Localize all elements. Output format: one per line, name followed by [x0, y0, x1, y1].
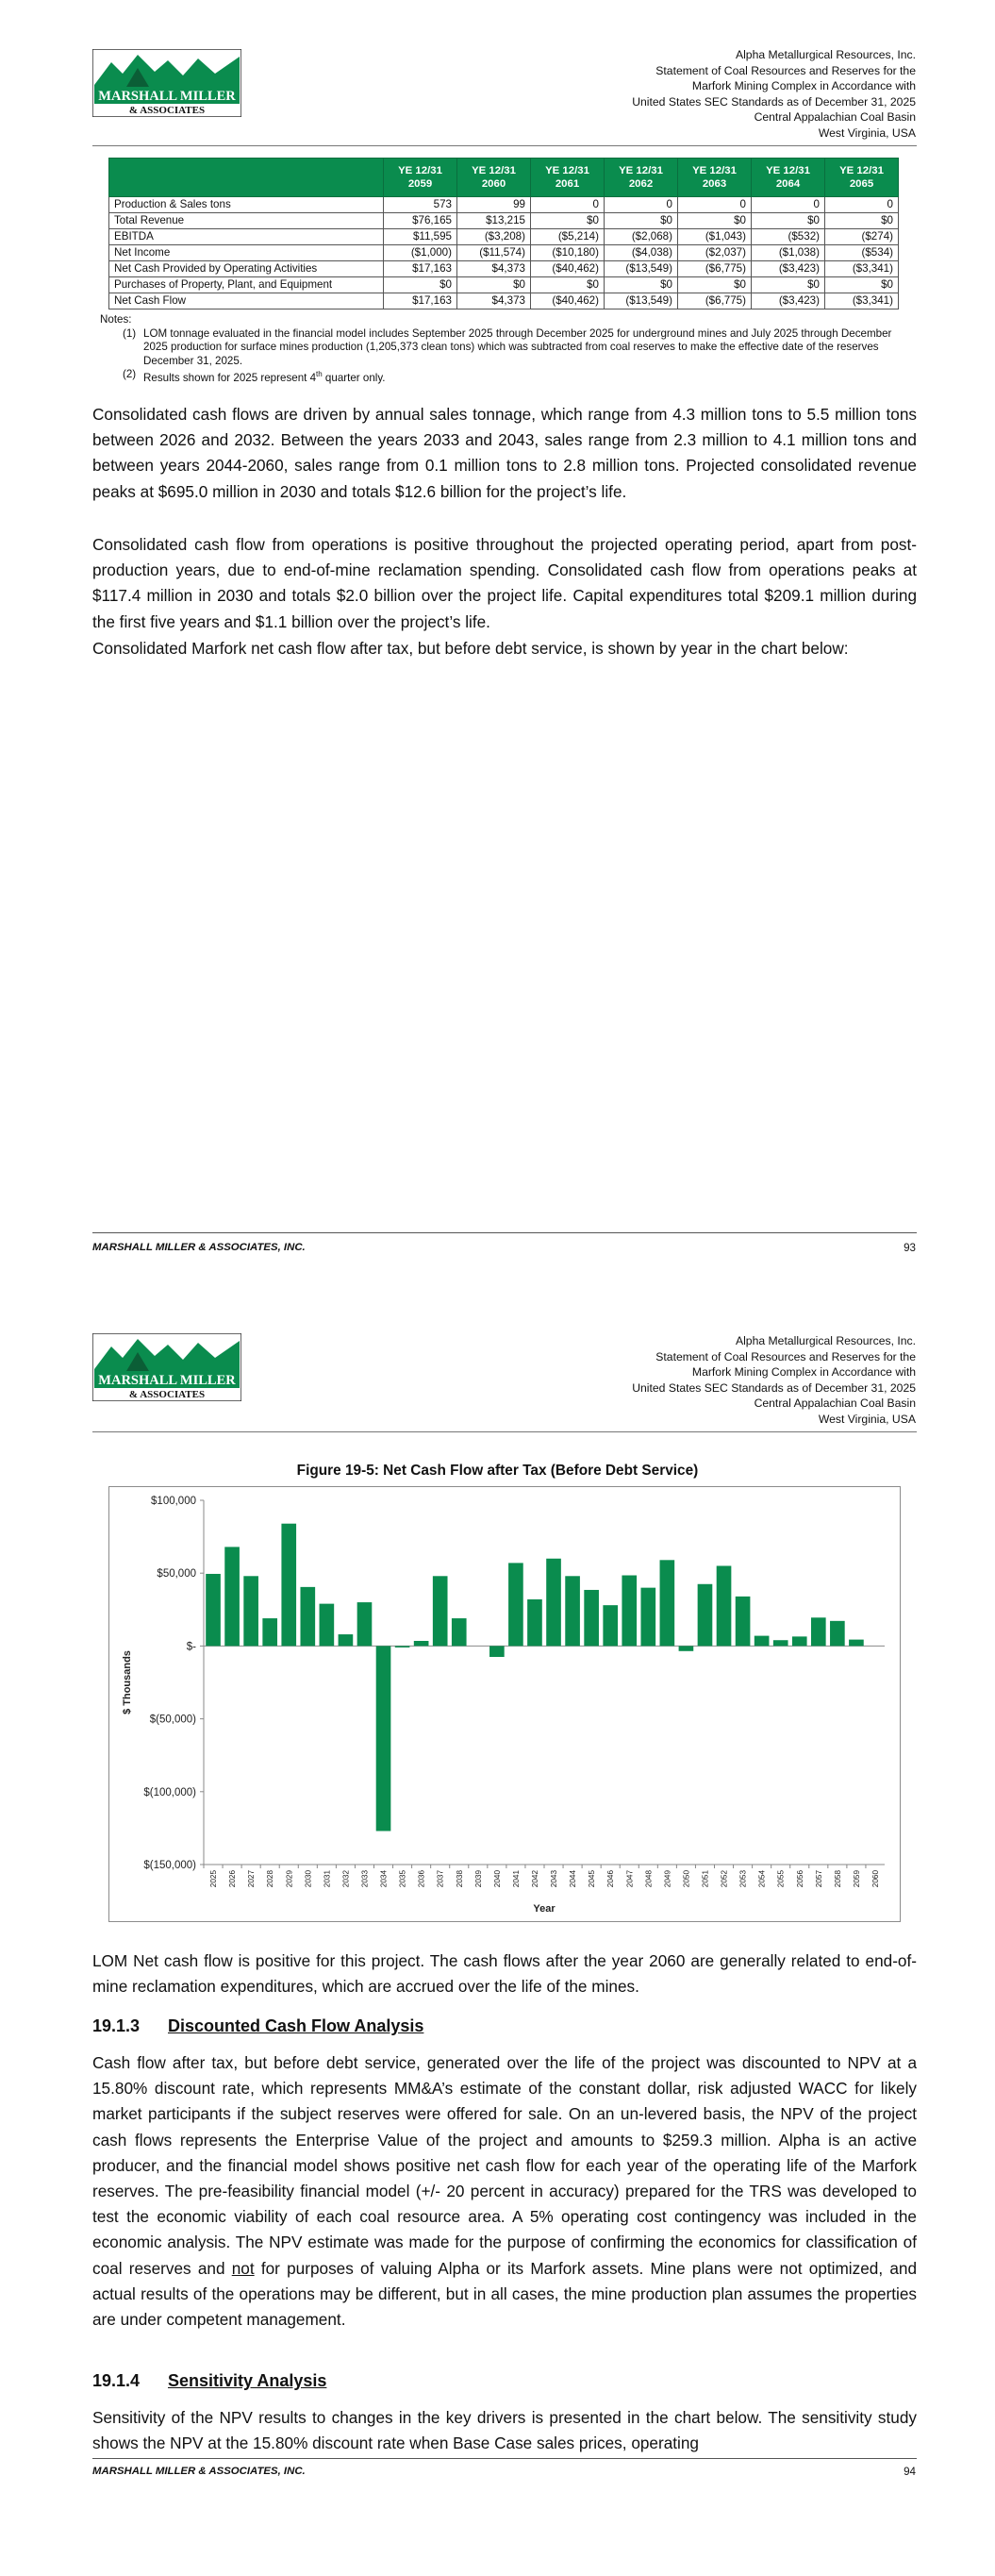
x-tick-label: 2056: [795, 1870, 804, 1888]
x-tick-label: 2041: [511, 1870, 521, 1888]
logo-line1: MARSHALL MILLER: [98, 89, 236, 104]
x-tick-label: 2040: [492, 1870, 502, 1888]
table-cell: ($2,037): [678, 245, 752, 261]
header-line: Marfork Mining Complex in Accordance with: [691, 79, 916, 93]
column-header: YE 12/31 2064: [752, 159, 825, 197]
table-cell: $13,215: [457, 213, 531, 229]
bar-2057: [811, 1617, 826, 1646]
x-tick-label: 2036: [417, 1870, 426, 1888]
company-logo: [92, 49, 241, 117]
table-row: [109, 277, 899, 293]
bar-2055: [773, 1640, 788, 1646]
table-cell: 0: [825, 197, 899, 213]
table-row: [109, 293, 899, 309]
bar-2046: [603, 1605, 618, 1646]
x-tick-label: 2059: [852, 1870, 861, 1888]
bar-2025: [206, 1574, 221, 1646]
column-header: YE 12/31 2061: [531, 159, 605, 197]
footer-company: MARSHALL MILLER & ASSOCIATES, INC.: [92, 1242, 306, 1253]
table-cell: ($4,038): [605, 245, 678, 261]
x-tick-label: 2050: [682, 1870, 691, 1888]
bar-2030: [300, 1587, 315, 1647]
header-line: West Virginia, USA: [818, 1412, 916, 1426]
table-cell: ($532): [752, 229, 825, 245]
table-cell: ($3,341): [825, 261, 899, 277]
table-row: [109, 245, 899, 261]
paragraph: Consolidated cash flows are driven by annual sales tonnage, which range from 4.3 million tons to 5.5 million tons between 2026 and 2032. Between the years 2033 and 2043, sales range from 2.3 million to 4.1 million tons and between years 2044-2060, sales range from 0.1 million tons to 2.8 million tons. Projected consolidated revenue peaks at $695.0 million in 2030 and totals $12.6 billion for the project’s life.: [92, 405, 917, 501]
y-axis-title: $ Thousands: [122, 1650, 133, 1715]
x-tick-label: 2058: [833, 1870, 842, 1888]
paragraph: Sensitivity of the NPV results to changes in the key drivers is presented in the chart below. The sensitivity study shows the NPV at the 15.80% discount rate when Base Case sales prices, operating: [92, 2408, 917, 2453]
bar-2049: [660, 1560, 675, 1646]
table-cell: ($10,180): [531, 245, 605, 261]
header-line: Alpha Metallurgical Resources, Inc.: [735, 48, 916, 61]
row-label: Production & Sales tons: [109, 197, 384, 213]
footer-rule: [92, 2458, 917, 2459]
paragraph: LOM Net cash flow is positive for this project. The cash flows after the year 2060 are generally related to end-of-mine reclamation expenditures, which are accrued over the life of the mines.: [92, 1951, 917, 1997]
table-cell: $0: [457, 277, 531, 293]
column-header: YE 12/31 2063: [678, 159, 752, 197]
header-line: Statement of Coal Resources and Reserves for the: [655, 63, 916, 77]
table-cell: ($1,038): [752, 245, 825, 261]
x-tick-label: 2026: [228, 1870, 238, 1888]
table-cell: ($3,341): [825, 293, 899, 309]
header-line: Central Appalachian Coal Basin: [754, 1397, 916, 1411]
x-tick-label: 2028: [266, 1870, 275, 1888]
section-title: Discounted Cash Flow Analysis: [168, 2016, 424, 2035]
bar-2032: [339, 1634, 354, 1646]
x-tick-label: 2053: [738, 1870, 748, 1888]
bar-2031: [320, 1604, 335, 1647]
bar-2044: [565, 1576, 580, 1646]
section-heading-19-1-4: [92, 2371, 326, 2391]
x-tick-label: 2057: [814, 1870, 823, 1888]
table-cell: ($40,462): [531, 261, 605, 277]
y-tick-label: $-: [186, 1641, 196, 1653]
table-cell: 573: [384, 197, 457, 213]
x-tick-label: 2034: [379, 1870, 389, 1888]
table-cell: ($13,549): [605, 261, 678, 277]
bar-2050: [679, 1646, 694, 1650]
page-94: [0, 1288, 995, 2576]
notes-label: Notes:: [100, 313, 132, 326]
x-tick-label: 2060: [871, 1870, 880, 1888]
y-tick-label: $(100,000): [143, 1786, 196, 1798]
bar-2051: [698, 1584, 713, 1647]
bar-2054: [755, 1636, 770, 1647]
header-line: West Virginia, USA: [818, 125, 916, 140]
financial-summary-table: [108, 158, 899, 309]
x-tick-label: 2035: [398, 1870, 407, 1888]
table-cell: $0: [678, 277, 752, 293]
table-cell: ($3,423): [752, 261, 825, 277]
table-cell: ($274): [825, 229, 899, 245]
table-cell: $17,163: [384, 261, 457, 277]
chart-svg: [109, 1487, 900, 1921]
note-item: (1) LOM tonnage evaluated in the financial model includes September 2025 through December 2025 for underground mines and July 2025 through December 2025 production for surface mines production (1,205,373 clean tons) which was subtracted from coal reserves to make the effective date of the reserves December 31, 2025.: [123, 326, 892, 367]
header-line: Alpha Metallurgical Resources, Inc.: [735, 1334, 916, 1347]
table-cell: ($1,000): [384, 245, 457, 261]
table-cell: ($11,574): [457, 245, 531, 261]
x-tick-label: 2029: [285, 1870, 294, 1888]
table-cell: $76,165: [384, 213, 457, 229]
table-cell: ($13,549): [605, 293, 678, 309]
table-notes: [100, 313, 911, 386]
row-label: EBITDA: [109, 229, 384, 245]
footer-company: MARSHALL MILLER & ASSOCIATES, INC.: [92, 2466, 306, 2477]
table-cell: $0: [531, 213, 605, 229]
bar-2040: [489, 1646, 505, 1657]
table-cell: $4,373: [457, 293, 531, 309]
bar-2045: [584, 1590, 599, 1646]
table-cell: $0: [384, 277, 457, 293]
column-header: YE 12/31 2060: [457, 159, 531, 197]
table-cell: 0: [678, 197, 752, 213]
x-tick-label: 2027: [247, 1870, 257, 1888]
table-cell: $0: [825, 213, 899, 229]
bar-2047: [622, 1576, 637, 1647]
bar-2028: [262, 1618, 277, 1646]
x-tick-label: 2047: [625, 1870, 635, 1888]
paragraph: Consolidated cash flow from operations is positive throughout the projected operating period, apart from post-production years, due to end-of-mine reclamation spending. Consolidated cash flow from operations peaks at $117.4 million in 2030 and totals $2.0 billion over the project life. Capital expenditures total $209.1 million during the first five years and $1.1 billion over the project’s life.: [92, 535, 917, 631]
table-cell: 0: [531, 197, 605, 213]
table-cell: $0: [531, 277, 605, 293]
y-tick-label: $100,000: [151, 1496, 196, 1507]
x-tick-label: 2037: [436, 1870, 445, 1888]
header-line: United States SEC Standards as of December 31, 2025: [632, 94, 916, 109]
bar-2056: [792, 1636, 807, 1646]
row-label: Net Income: [109, 245, 384, 261]
x-tick-label: 2038: [455, 1870, 464, 1888]
logo-line1: MARSHALL MILLER: [98, 1373, 236, 1388]
bar-2041: [508, 1563, 523, 1646]
note-item: (2) Results shown for 2025 represent 4th quarter only.: [123, 368, 386, 385]
row-label: Total Revenue: [109, 213, 384, 229]
header-line: United States SEC Standards as of December 31, 2025: [632, 1380, 916, 1395]
bar-2042: [527, 1599, 542, 1646]
table-cell: $0: [752, 277, 825, 293]
table-cell: ($534): [825, 245, 899, 261]
x-tick-label: 2043: [550, 1870, 559, 1888]
table-cell: $11,595: [384, 229, 457, 245]
x-tick-label: 2048: [644, 1870, 654, 1888]
x-tick-label: 2044: [569, 1870, 578, 1888]
section-heading-19-1-3: [92, 2016, 423, 2036]
x-tick-label: 2054: [757, 1870, 767, 1888]
bar-2038: [452, 1618, 467, 1646]
company-logo: [92, 1333, 241, 1401]
net-cash-flow-chart: [108, 1486, 901, 1922]
header-rule: [92, 1431, 917, 1432]
header-rule: [92, 145, 917, 146]
table-cell: 0: [605, 197, 678, 213]
table-cell: $0: [605, 213, 678, 229]
x-tick-label: 2031: [323, 1870, 332, 1888]
table-cell: $0: [678, 213, 752, 229]
table-cell: ($3,208): [457, 229, 531, 245]
table-row: [109, 197, 899, 213]
column-header: YE 12/31 2065: [825, 159, 899, 197]
page-number: 93: [904, 1242, 916, 1254]
table-cell: ($2,068): [605, 229, 678, 245]
x-tick-label: 2033: [360, 1870, 370, 1888]
table-row: [109, 213, 899, 229]
x-axis-title: Year: [533, 1903, 556, 1915]
table-cell: ($3,423): [752, 293, 825, 309]
x-tick-label: 2032: [341, 1870, 351, 1888]
section-title: Sensitivity Analysis: [168, 2371, 327, 2390]
bar-2033: [357, 1602, 373, 1646]
bar-2043: [546, 1559, 561, 1647]
x-tick-label: 2049: [663, 1870, 672, 1888]
paragraph: Consolidated Marfork net cash flow after tax, but before debt service, is shown by year in the chart below:: [92, 639, 849, 658]
page-number: 94: [904, 2466, 916, 2478]
y-tick-label: $(150,000): [143, 1860, 196, 1871]
figure-title: Figure 19-5: Net Cash Flow after Tax (Before Debt Service): [296, 1463, 699, 1479]
table-cell: $4,373: [457, 261, 531, 277]
bar-2053: [736, 1597, 751, 1646]
logo-line2: & ASSOCIATES: [128, 1389, 206, 1400]
section-number: 19.1.4: [92, 2371, 141, 2390]
bar-2036: [414, 1641, 429, 1646]
x-tick-label: 2030: [304, 1870, 313, 1888]
x-tick-label: 2046: [606, 1870, 616, 1888]
table-row: [109, 261, 899, 277]
x-tick-label: 2042: [530, 1870, 539, 1888]
bar-2037: [433, 1576, 448, 1646]
header-line: Statement of Coal Resources and Reserves for the: [655, 1349, 916, 1363]
table-cell: ($6,775): [678, 261, 752, 277]
bar-2048: [640, 1588, 655, 1647]
row-label: Purchases of Property, Plant, and Equipment: [109, 277, 384, 293]
table-header-blank: [109, 159, 384, 197]
y-tick-label: $50,000: [157, 1568, 196, 1581]
header-line: Central Appalachian Coal Basin: [754, 110, 916, 125]
x-tick-label: 2051: [701, 1870, 710, 1888]
bar-2058: [830, 1621, 845, 1647]
table-cell: 0: [752, 197, 825, 213]
table-cell: $17,163: [384, 293, 457, 309]
table-cell: $0: [752, 213, 825, 229]
logo-line2: & ASSOCIATES: [128, 105, 206, 116]
column-header: YE 12/31 2059: [384, 159, 457, 197]
bar-2027: [243, 1576, 258, 1646]
document-header: [520, 47, 916, 142]
table-cell: ($5,214): [531, 229, 605, 245]
bar-2059: [849, 1640, 864, 1647]
bar-2026: [224, 1547, 240, 1646]
x-tick-label: 2025: [209, 1870, 219, 1888]
header-line: Marfork Mining Complex in Accordance with: [691, 1365, 916, 1380]
x-tick-label: 2055: [776, 1870, 786, 1888]
table-cell: $0: [605, 277, 678, 293]
x-tick-label: 2045: [588, 1870, 597, 1888]
bar-2052: [717, 1565, 732, 1646]
table-cell: 99: [457, 197, 531, 213]
bar-2029: [281, 1524, 296, 1647]
x-tick-label: 2052: [720, 1870, 729, 1888]
footer-rule: [92, 1232, 917, 1233]
bar-2035: [395, 1646, 410, 1648]
document-header: [520, 1333, 916, 1428]
table-cell: ($1,043): [678, 229, 752, 245]
table-cell: ($40,462): [531, 293, 605, 309]
row-label: Net Cash Flow: [109, 293, 384, 309]
section-number: 19.1.3: [92, 2016, 141, 2035]
column-header: YE 12/31 2062: [605, 159, 678, 197]
x-tick-label: 2039: [473, 1870, 483, 1888]
table-row: [109, 229, 899, 245]
row-label: Net Cash Provided by Operating Activities: [109, 261, 384, 277]
y-tick-label: $(50,000): [149, 1714, 196, 1726]
table-cell: ($6,775): [678, 293, 752, 309]
table-header-row: [109, 159, 899, 197]
bar-2034: [376, 1646, 391, 1831]
paragraph: Cash flow after tax, but before debt service, generated over the life of the project was discounted to NPV at a 15.80% discount rate, which represents MM&A’s estimate of the constant dollar, risk adjusted WACC for likely market participants if the subject reserves were offered for sale. On an un-levered basis, the NPV of the project cash flows represents the Enterprise Value of the project and amounts to $259.3 million. Alpha is an active producer, and the financial model shows positive net cash flow for each year of the operating life of the Marfork reserves. The pre-feasibility financial model (+/- 20 percent in accuracy) prepared for the TRS was developed to test the economic viability of each coal resource area. A 5% operating cost contingency was included in the economic analysis. The NPV estimate was made for the purpose of confirming the economics for classification of coal reserves and not for purposes of valuing Alpha or its Marfork assets. Mine plans were not optimized, and actual results of the operations may be different, but in all cases, the mine production plan assumes the properties are under competent management.: [92, 2053, 917, 2330]
table-cell: $0: [825, 277, 899, 293]
